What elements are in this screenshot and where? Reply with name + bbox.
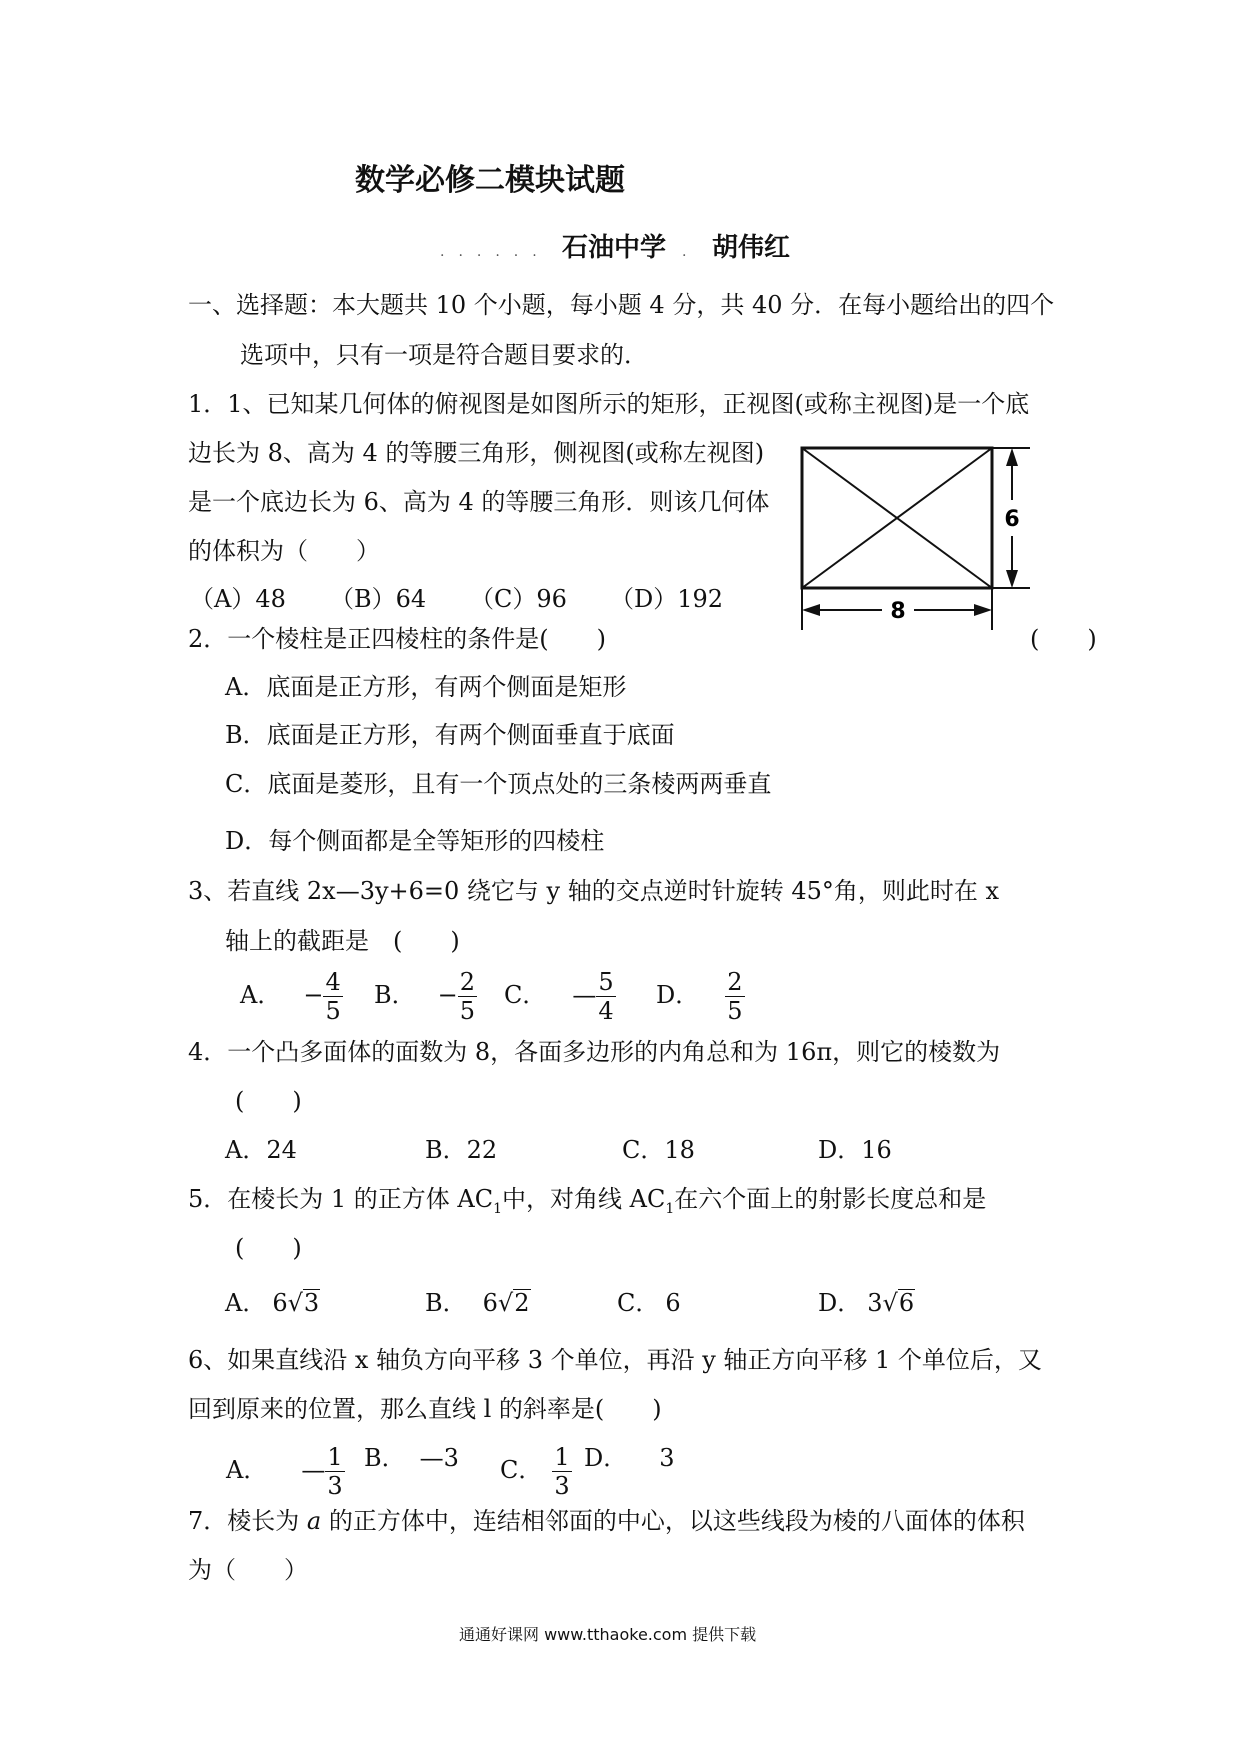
q5-option-c: C． 6: [617, 1289, 681, 1317]
q4-option-b: B．22: [425, 1136, 498, 1164]
q1-line4: 的体积为（ ）: [188, 537, 380, 565]
q6-line2: 回到原来的位置，那么直线 l 的斜率是( ): [188, 1395, 662, 1423]
q3-line2: 轴上的截距是 ( ): [225, 927, 460, 955]
q2-option-b: B．底面是正方形，有两个侧面垂直于底面: [225, 721, 675, 749]
q1-option-b: （B）64: [330, 585, 427, 613]
section-header-line2: 选项中，只有一项是符合题目要求的．: [240, 341, 648, 369]
q2-stem: 2．一个棱柱是正四棱柱的条件是( ): [188, 625, 606, 653]
exam-title: 数学必修二模块试题: [355, 163, 625, 198]
arrow-left-icon: [802, 604, 820, 616]
q3-option-b: B． − $\frac{2}{5}$: [374, 968, 476, 1025]
arrow-up-icon: [1006, 448, 1018, 466]
q4-option-d: D．16: [818, 1136, 892, 1164]
footer-source: 通通好课网 www.tthaoke.com 提供下载: [459, 1625, 757, 1644]
q1-option-d: （D）192: [610, 585, 724, 613]
q4-option-a: A．24: [225, 1136, 297, 1164]
arrow-down-icon: [1006, 570, 1018, 588]
q2-right-paren: ( ): [1030, 625, 1097, 653]
top-view-rectangle-figure: [790, 440, 1050, 640]
q5-line1: 5．在棱长为 1 的正方体 $AC_1$中，对角线 $AC_1$在六个面上的射影长度总和是: [188, 1185, 987, 1217]
q6-option-c: C． $\frac{1}{3}$: [500, 1443, 570, 1500]
q1-line2: 边长为 8、高为 4 的等腰三角形，侧视图(或称左视图): [188, 439, 765, 467]
q6-line1: 6、如果直线沿 x 轴负方向平移 3 个单位，再沿 y 轴正方向平移 1 个单位后，又: [188, 1346, 1042, 1374]
q3-option-c: C． — $\frac{5}{4}$: [504, 968, 614, 1025]
section-header-line1: 一、选择题：本大题共 10 个小题，每小题 4 分，共 40 分．在每小题给出的四个: [188, 291, 1055, 319]
q2-option-d: D．每个侧面都是全等矩形的四棱柱: [225, 827, 605, 855]
leader-dots: ......: [440, 244, 551, 260]
q4-line2: ( ): [235, 1087, 302, 1115]
q6-option-d: D． 3: [584, 1444, 675, 1472]
arrow-right-icon: [974, 604, 992, 616]
author-school: 石油中学: [562, 233, 667, 263]
q3-option-a: A． − $\frac{4}{5}$: [240, 968, 341, 1025]
q2-option-c: C．底面是菱形，且有一个顶点处的三条棱两两垂直: [225, 770, 772, 798]
q4-option-c: C．18: [622, 1136, 695, 1164]
q7-line2: 为（ ）: [188, 1556, 308, 1584]
q7-line1: 7．棱长为 a 的正方体中，连结相邻面的中心，以这些线段为棱的八面体的体积: [188, 1507, 1025, 1535]
q3-option-d: D． $\frac{2}{5}$: [656, 968, 743, 1025]
q6-option-b: B． —3: [364, 1444, 459, 1472]
q1-line1: 1．1、已知某几何体的俯视图是如图所示的矩形，正视图(或称主视图)是一个底: [188, 390, 1030, 418]
figure-side-label: 6: [1004, 507, 1020, 532]
q3-line1: 3、若直线 2x—3y+6=0 绕它与 y 轴的交点逆时针旋转 45°角，则此时在 x: [188, 877, 1000, 905]
q4-line1: 4．一个凸多面体的面数为 8，各面多边形的内角总和为 16π，则它的棱数为: [188, 1038, 1001, 1066]
q1-line3: 是一个底边长为 6、高为 4 的等腰三角形．则该几何体: [188, 488, 770, 516]
q5-line2: ( ): [235, 1234, 302, 1262]
q1-option-a: （A）48: [190, 585, 286, 613]
leader-dots-2: .: [682, 244, 701, 260]
figure-bottom-label: 8: [890, 599, 906, 624]
q5-option-b: B． 6√2: [425, 1289, 530, 1317]
q2-option-a: A．底面是正方形，有两个侧面是矩形: [225, 673, 627, 701]
q5-option-a: A． 6√3: [225, 1289, 320, 1317]
q1-option-c: （C）96: [470, 585, 567, 613]
q5-option-d: D． 3√6: [818, 1289, 915, 1317]
author-name: 胡伟红: [712, 233, 791, 263]
q6-option-a: A． — $\frac{1}{3}$: [226, 1443, 343, 1500]
